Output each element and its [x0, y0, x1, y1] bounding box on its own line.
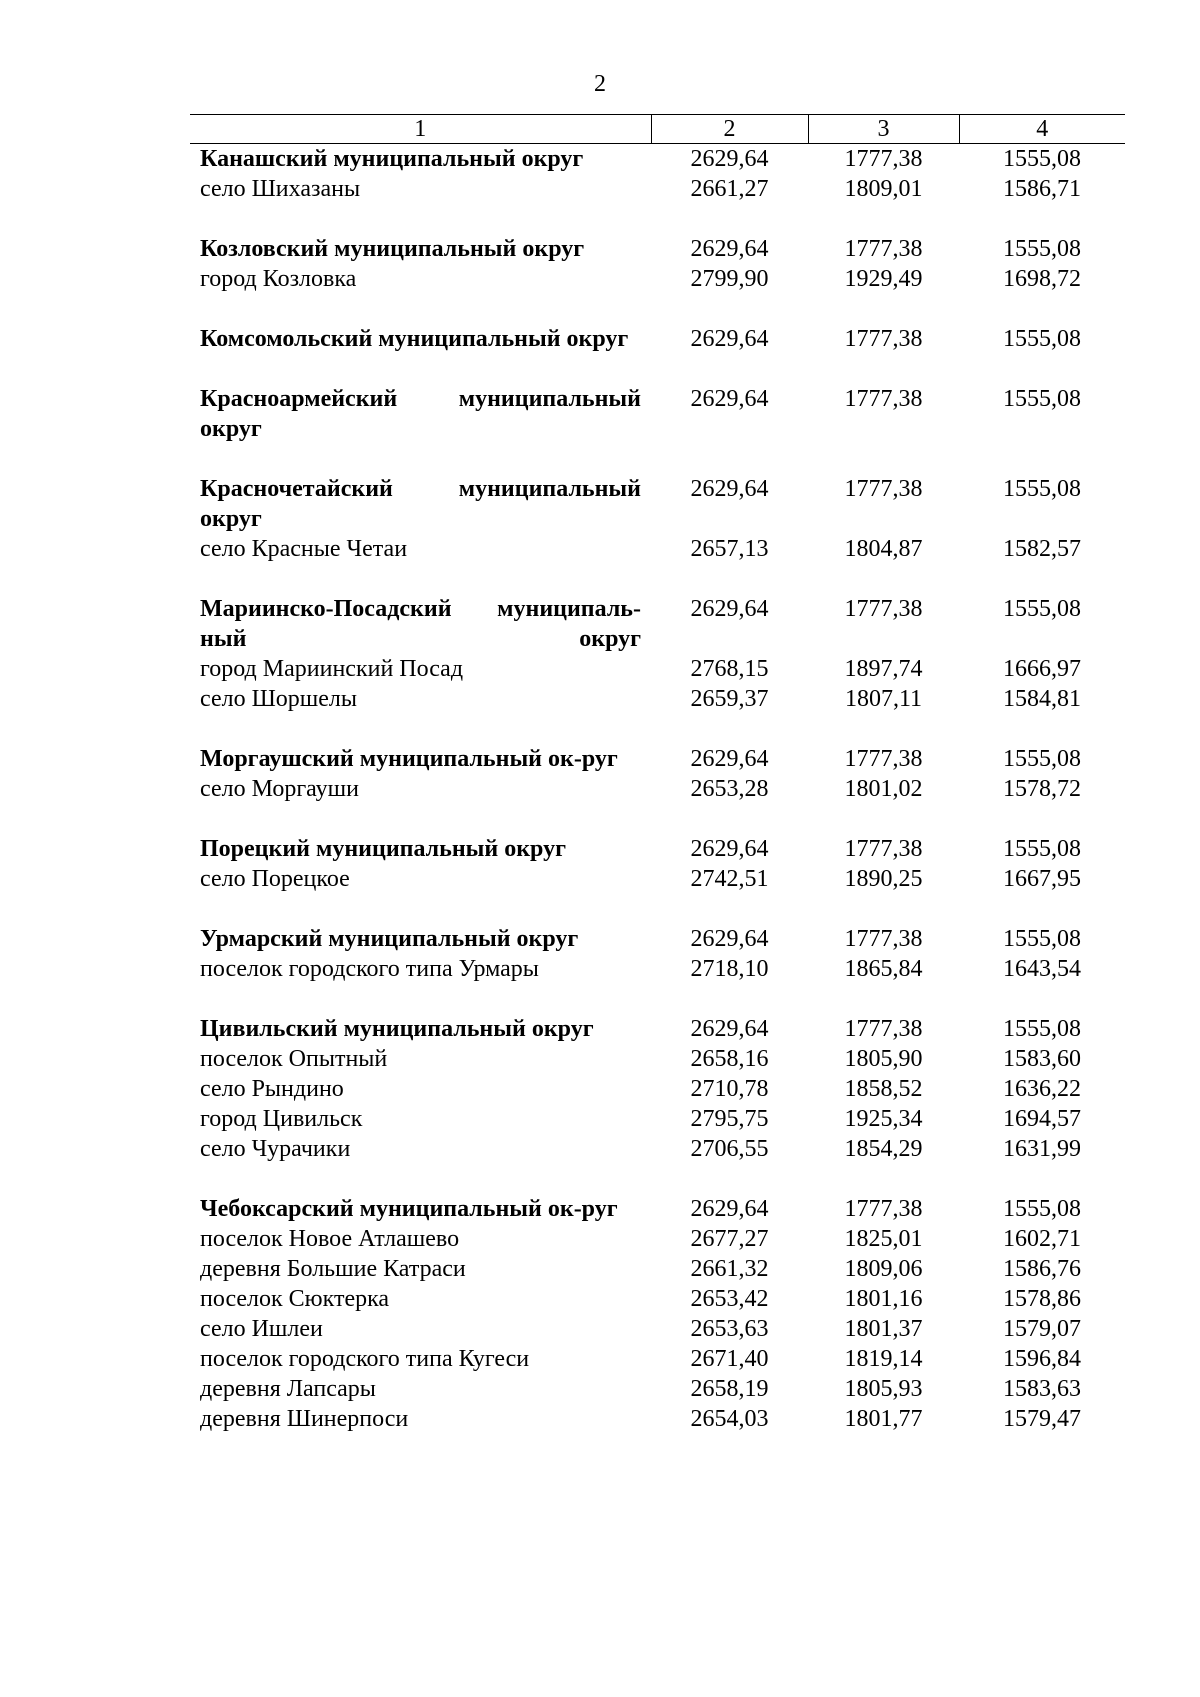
value-col-2: 2653,63 [690, 1316, 769, 1342]
value-col-4: 1555,08 [1003, 326, 1081, 352]
value-col-2: 2795,75 [690, 1106, 769, 1132]
value-col-4: 1582,57 [1003, 536, 1081, 562]
locality-name: город Козловка [200, 266, 357, 292]
locality-name: село Порецкое [200, 866, 350, 892]
locality-name: село Ишлеи [200, 1316, 323, 1342]
locality-name: поселок городского типа Кугеси [200, 1346, 530, 1372]
spacer-row [190, 804, 1125, 834]
value-col-3: 1825,01 [844, 1226, 923, 1252]
locality-row [190, 1074, 1125, 1104]
district-row [190, 834, 1125, 864]
table-header-row [190, 115, 1125, 144]
value-col-3: 1801,77 [844, 1406, 923, 1432]
value-col-2: 2653,28 [690, 776, 769, 802]
value-col-4: 1586,71 [1003, 176, 1081, 202]
value-col-3: 1809,06 [844, 1256, 923, 1282]
district-row [190, 474, 1125, 534]
district-name: Мариинско-Посадский муниципаль-ный округ [200, 596, 641, 652]
value-col-4: 1636,22 [1003, 1076, 1081, 1102]
spacer-row [190, 354, 1125, 384]
value-col-4: 1631,99 [1003, 1136, 1081, 1162]
locality-row [190, 1284, 1125, 1314]
district-name: Красноармейский муниципальный округ [200, 386, 641, 442]
locality-name: деревня Лапсары [200, 1376, 376, 1402]
locality-name: село Шихазаны [200, 176, 361, 202]
column-header-2: 2 [651, 115, 808, 144]
value-col-2: 2629,64 [690, 926, 769, 952]
value-col-2: 2706,55 [690, 1136, 769, 1162]
district-row [190, 1014, 1125, 1044]
value-col-4: 1555,08 [1003, 146, 1081, 172]
locality-row [190, 174, 1125, 204]
value-col-3: 1777,38 [844, 1016, 923, 1042]
spacer-row [190, 564, 1125, 594]
value-col-2: 2629,64 [690, 836, 769, 862]
locality-name: поселок Опытный [200, 1046, 388, 1072]
value-col-2: 2658,16 [690, 1046, 769, 1072]
district-name: Чебоксарский муниципальный ок-руг [200, 1196, 618, 1222]
value-col-2: 2742,51 [690, 866, 769, 892]
value-col-2: 2629,64 [690, 1196, 769, 1222]
value-col-3: 1807,11 [844, 686, 923, 712]
value-col-4: 1555,08 [1003, 926, 1081, 952]
locality-row [190, 1404, 1125, 1434]
spacer-row [190, 894, 1125, 924]
spacer-cell [190, 984, 1125, 1014]
value-col-3: 1801,02 [844, 776, 923, 802]
spacer-row [190, 984, 1125, 1014]
value-col-4: 1666,97 [1003, 656, 1081, 682]
value-col-3: 1858,52 [844, 1076, 923, 1102]
locality-name: город Цивильск [200, 1106, 363, 1132]
value-col-2: 2659,37 [690, 686, 769, 712]
spacer-cell [190, 894, 1125, 924]
district-name: Комсомольский муниципальный округ [200, 326, 629, 352]
locality-row [190, 1104, 1125, 1134]
locality-row [190, 954, 1125, 984]
value-col-3: 1777,38 [844, 236, 923, 262]
value-col-2: 2768,15 [690, 656, 769, 682]
locality-row [190, 774, 1125, 804]
value-col-4: 1583,60 [1003, 1046, 1081, 1072]
value-col-4: 1586,76 [1003, 1256, 1081, 1282]
value-col-2: 2629,64 [690, 146, 769, 172]
value-col-2: 2710,78 [690, 1076, 769, 1102]
locality-row [190, 1374, 1125, 1404]
column-header-1: 1 [190, 115, 651, 144]
value-col-3: 1777,38 [844, 476, 923, 502]
value-col-3: 1929,49 [844, 266, 923, 292]
value-col-3: 1804,87 [844, 536, 923, 562]
value-col-3: 1925,34 [844, 1106, 923, 1132]
district-name: Канашский муниципальный округ [200, 146, 584, 172]
locality-name: село Чурачики [200, 1136, 351, 1162]
value-col-3: 1777,38 [844, 746, 923, 772]
locality-name: поселок Новое Атлашево [200, 1226, 460, 1252]
value-col-3: 1777,38 [844, 326, 923, 352]
value-col-4: 1667,95 [1003, 866, 1081, 892]
district-name: Цивильский муниципальный округ [200, 1016, 594, 1042]
value-col-4: 1555,08 [1003, 236, 1081, 262]
value-col-2: 2677,27 [690, 1226, 769, 1252]
locality-row [190, 264, 1125, 294]
value-col-4: 1596,84 [1003, 1346, 1081, 1372]
district-name: Козловский муниципальный округ [200, 236, 585, 262]
locality-row [190, 1344, 1125, 1374]
value-col-4: 1584,81 [1003, 686, 1081, 712]
spacer-row [190, 714, 1125, 744]
spacer-row [190, 444, 1125, 474]
value-col-2: 2629,64 [690, 746, 769, 772]
value-col-2: 2629,64 [690, 596, 769, 622]
district-row [190, 324, 1125, 354]
value-col-4: 1698,72 [1003, 266, 1081, 292]
value-col-2: 2653,42 [690, 1286, 769, 1312]
locality-row [190, 1254, 1125, 1284]
value-col-3: 1777,38 [844, 146, 923, 172]
value-col-2: 2661,32 [690, 1256, 769, 1282]
value-col-3: 1805,90 [844, 1046, 923, 1072]
value-col-2: 2718,10 [690, 956, 769, 982]
value-col-2: 2654,03 [690, 1406, 769, 1432]
locality-row [190, 1224, 1125, 1254]
locality-row [190, 654, 1125, 684]
value-col-4: 1694,57 [1003, 1106, 1081, 1132]
spacer-row [190, 204, 1125, 234]
locality-row [190, 684, 1125, 714]
value-col-4: 1555,08 [1003, 836, 1081, 862]
value-col-4: 1578,86 [1003, 1286, 1081, 1312]
column-header-3: 3 [808, 115, 959, 144]
locality-row [190, 1134, 1125, 1164]
value-col-2: 2661,27 [690, 176, 769, 202]
value-col-2: 2629,64 [690, 476, 769, 502]
value-col-3: 1805,93 [844, 1376, 923, 1402]
value-col-4: 1602,71 [1003, 1226, 1081, 1252]
spacer-row [190, 294, 1125, 324]
value-col-4: 1579,07 [1003, 1316, 1081, 1342]
spacer-cell [190, 804, 1125, 834]
value-col-3: 1809,01 [844, 176, 923, 202]
locality-name: село Красные Четаи [200, 536, 408, 562]
value-col-4: 1579,47 [1003, 1406, 1081, 1432]
spacer-cell [190, 294, 1125, 324]
value-col-4: 1555,08 [1003, 1196, 1081, 1222]
value-col-4: 1555,08 [1003, 386, 1081, 412]
spacer-row [190, 1164, 1125, 1194]
locality-name: село Моргауши [200, 776, 359, 802]
locality-name: село Шоршелы [200, 686, 358, 712]
district-row [190, 144, 1125, 175]
locality-name: поселок Сюктерка [200, 1286, 390, 1312]
district-row [190, 234, 1125, 264]
spacer-cell [190, 444, 1125, 474]
value-col-4: 1578,72 [1003, 776, 1081, 802]
value-col-3: 1897,74 [844, 656, 923, 682]
value-col-3: 1854,29 [844, 1136, 923, 1162]
value-col-3: 1890,25 [844, 866, 923, 892]
locality-row [190, 864, 1125, 894]
tariff-table [190, 114, 1125, 1434]
district-row [190, 384, 1125, 444]
column-header-4: 4 [959, 115, 1125, 144]
locality-name: город Мариинский Посад [200, 656, 464, 682]
value-col-3: 1777,38 [844, 386, 923, 412]
value-col-4: 1643,54 [1003, 956, 1081, 982]
locality-row [190, 1314, 1125, 1344]
district-row [190, 924, 1125, 954]
spacer-cell [190, 564, 1125, 594]
district-row [190, 1194, 1125, 1224]
value-col-4: 1583,63 [1003, 1376, 1081, 1402]
spacer-cell [190, 354, 1125, 384]
value-col-3: 1777,38 [844, 1196, 923, 1222]
value-col-2: 2629,64 [690, 386, 769, 412]
value-col-2: 2629,64 [690, 1016, 769, 1042]
value-col-4: 1555,08 [1003, 1016, 1081, 1042]
locality-name: деревня Большие Катраси [200, 1256, 466, 1282]
value-col-2: 2799,90 [690, 266, 769, 292]
value-col-3: 1801,37 [844, 1316, 923, 1342]
value-col-3: 1801,16 [844, 1286, 923, 1312]
locality-row [190, 1044, 1125, 1074]
value-col-4: 1555,08 [1003, 476, 1081, 502]
spacer-cell [190, 714, 1125, 744]
district-name: Моргаушский муниципальный ок-руг [200, 746, 618, 772]
value-col-2: 2657,13 [690, 536, 769, 562]
value-col-2: 2629,64 [690, 326, 769, 352]
district-name: Красночетайский муниципальный округ [200, 476, 641, 532]
value-col-2: 2658,19 [690, 1376, 769, 1402]
locality-row [190, 534, 1125, 564]
locality-name: поселок городского типа Урмары [200, 956, 539, 982]
value-col-2: 2629,64 [690, 236, 769, 262]
value-col-3: 1777,38 [844, 836, 923, 862]
value-col-4: 1555,08 [1003, 596, 1081, 622]
value-col-3: 1777,38 [844, 926, 923, 952]
value-col-3: 1819,14 [844, 1346, 923, 1372]
spacer-cell [190, 204, 1125, 234]
page-number: 2 [594, 71, 606, 97]
district-row [190, 744, 1125, 774]
district-name: Порецкий муниципальный округ [200, 836, 566, 862]
value-col-2: 2671,40 [690, 1346, 769, 1372]
locality-name: село Рындино [200, 1076, 344, 1102]
locality-name: деревня Шинерпоси [200, 1406, 409, 1432]
value-col-4: 1555,08 [1003, 746, 1081, 772]
district-name: Урмарский муниципальный округ [200, 926, 579, 952]
value-col-3: 1865,84 [844, 956, 923, 982]
district-row [190, 594, 1125, 654]
value-col-3: 1777,38 [844, 596, 923, 622]
spacer-cell [190, 1164, 1125, 1194]
table-body [190, 144, 1125, 1435]
